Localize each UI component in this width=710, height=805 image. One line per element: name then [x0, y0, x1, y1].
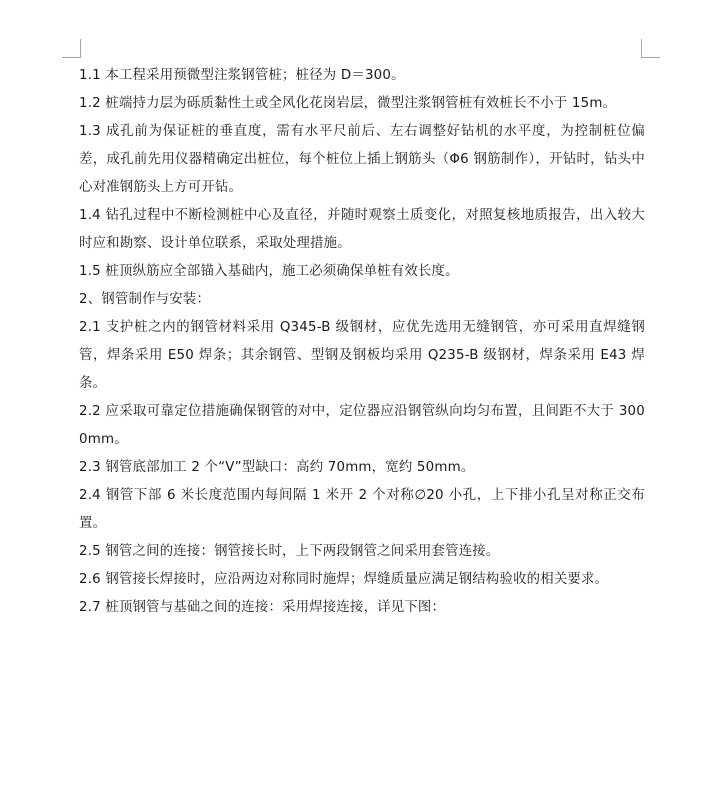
paragraph-2-3: 2.3 钢管底部加工 2 个“V”型缺口：高约 70mm，宽约 50mm。	[79, 460, 475, 475]
section-heading-2: 2、钢管制作与安装：	[79, 292, 211, 307]
paragraph-2-6: 2.6 钢管接长焊接时，应沿两边对称同时施焊；焊缝质量应满足钢结构验收的相关要求。	[79, 572, 609, 587]
document-body[interactable]	[79, 62, 645, 622]
paragraph-2-2: 2.2 应采取可靠定位措施确保钢管的对中，定位器应沿钢管纵向均匀布置，且间距不大于 3000mm。	[79, 404, 645, 447]
paragraph-2-4: 2.4 钢管下部 6 米长度范围内每间隔 1 米开 2 个对称∅20 小孔，上下排小孔呈对称正交布置。	[79, 488, 645, 531]
paragraph-2-5: 2.5 钢管之间的连接：钢管接长时，上下两段钢管之间采用套管连接。	[79, 544, 500, 559]
paragraph-1-2: 1.2 桩端持力层为砾质黏性土或全风化花岗岩层，微型注浆钢管桩有效桩长不小于 15m。	[79, 96, 617, 111]
top-left-margin-mark	[62, 39, 81, 58]
paragraph-1-5: 1.5 桩顶纵筋应全部锚入基础内，施工必须确保单桩有效长度。	[79, 264, 459, 279]
paragraph-1-3: 1.3 成孔前为保证桩的垂直度，需有水平尺前后、左右调整好钻机的水平度，为控制桩位偏差，成孔前先用仪器精确定出桩位，每个桩位上插上钢筋头（Φ6 钢筋制作），开钻时，钻头中心对准钢筋头上方可开钻。	[79, 124, 645, 195]
paragraph-2-7: 2.7 桩顶钢管与基础之间的连接：采用焊接连接，详见下图：	[79, 600, 446, 615]
paragraph-1-4: 1.4 钻孔过程中不断检测桩中心及直径，并随时观察土质变化，对照复核地质报告，出入较大时应和勘察、设计单位联系，采取处理措施。	[79, 208, 645, 251]
top-right-margin-mark	[641, 39, 660, 58]
paragraph-2-1: 2.1 支护桩之内的钢管材料采用 Q345-B 级钢材，应优先选用无缝钢管，亦可采用直焊缝钢管，焊条采用 E50 焊条；其余钢管、型钢及钢板均采用 Q235-B 级钢材，焊条采用 E43 焊条。	[79, 320, 645, 391]
paragraph-1-1: 1.1 本工程采用预微型注浆钢管桩；桩径为 D＝300。	[79, 68, 405, 83]
